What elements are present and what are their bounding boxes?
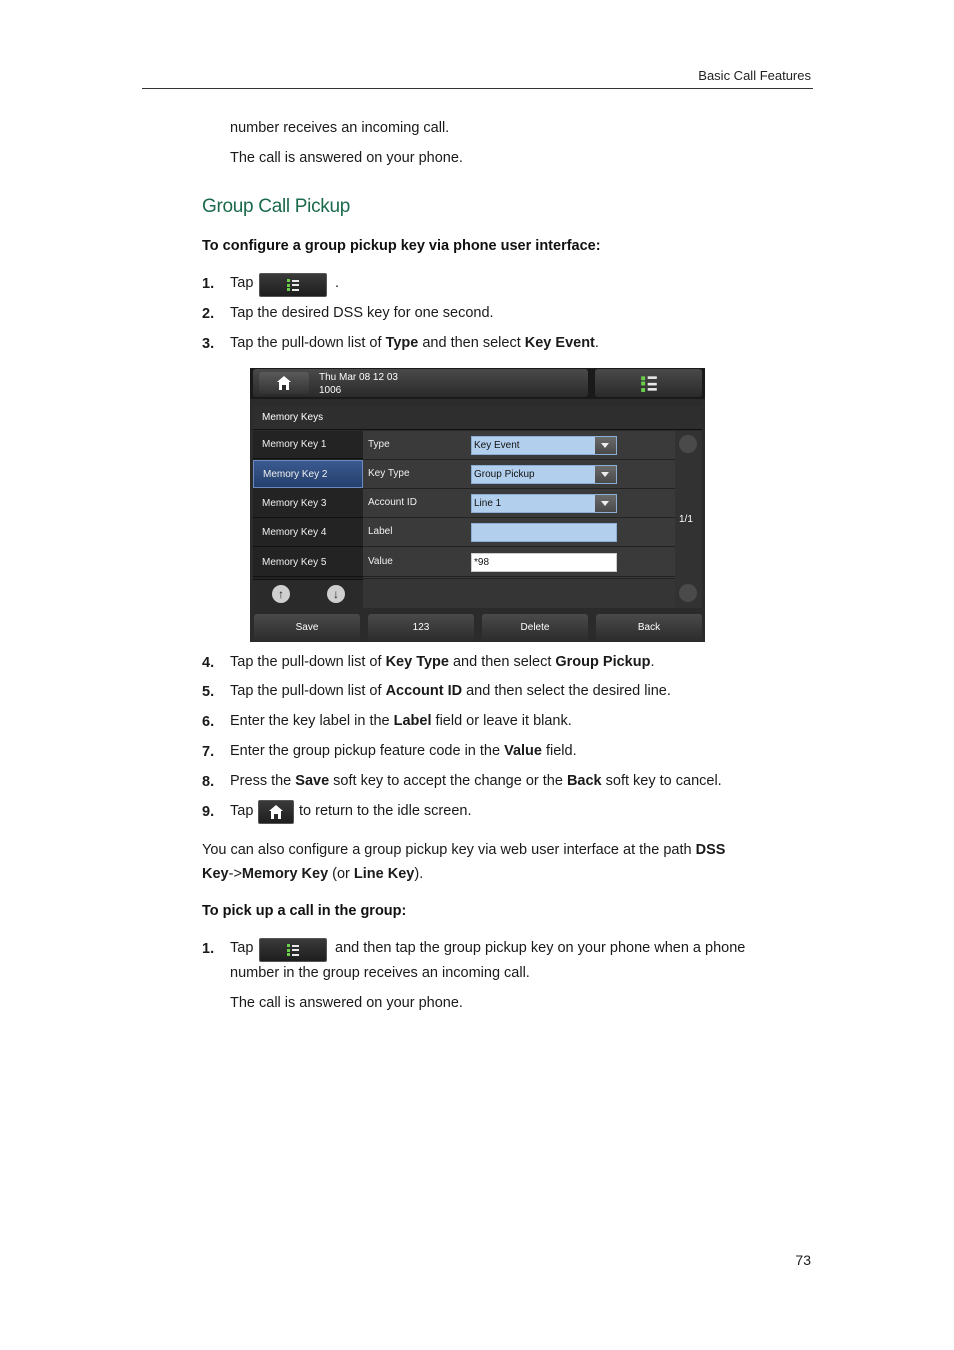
- form-row-key-type: [363, 460, 675, 489]
- dropdown-arrow-icon: [595, 437, 616, 454]
- form-row-type: [363, 431, 675, 460]
- dropdown-arrow-icon: [595, 466, 616, 483]
- field-label: Label: [368, 526, 393, 537]
- label-input[interactable]: [471, 523, 617, 542]
- softkey-save[interactable]: Save: [254, 614, 360, 641]
- home-icon: [277, 376, 291, 390]
- menu-list-icon: [287, 943, 299, 958]
- menu-button-image: [259, 273, 327, 297]
- step-7-text: Enter the group pickup feature code in the Value field.: [230, 743, 577, 759]
- step-2-text: Tap the desired DSS key for one second.: [230, 305, 494, 321]
- form-row-account: [363, 489, 675, 518]
- step-1-period: .: [335, 275, 340, 291]
- memory-key-item[interactable]: Memory Key 5: [253, 549, 363, 577]
- form-empty-row: [363, 578, 675, 608]
- phone-date-text: Thu Mar 08 12 03: [319, 372, 398, 383]
- phone-status-bar: [250, 368, 705, 399]
- step-4-text: Tap the pull-down list of Key Type and then select Group Pickup.: [230, 654, 655, 670]
- step-5-text: Tap the pull-down list of Account ID and then select the desired line.: [230, 683, 671, 699]
- phone-extension: 1006: [319, 385, 342, 396]
- phone-datetime: [319, 371, 398, 397]
- memory-key-item[interactable]: Memory Key 4: [253, 519, 363, 547]
- step-9-post: to return to the idle screen.: [299, 803, 472, 819]
- config-heading: To configure a group pickup key via phone user interface:: [202, 238, 601, 254]
- page-indicator: 1/1: [679, 514, 693, 525]
- phone-home-button[interactable]: [259, 372, 309, 394]
- step-number: 1.: [202, 941, 215, 957]
- pickup-step-line-3: The call is answered on your phone.: [230, 995, 463, 1011]
- field-label: Value: [368, 556, 393, 567]
- arrow-up-icon[interactable]: ↑: [272, 585, 290, 603]
- key-type-select[interactable]: Group Pickup: [471, 465, 617, 484]
- form-row-value: [363, 548, 675, 577]
- pickup-heading: To pick up a call in the group:: [202, 903, 407, 919]
- step-number: 6.: [202, 714, 215, 730]
- step-8-text: Press the Save soft key to accept the change or the Back soft key to cancel.: [230, 773, 722, 789]
- phone-screen-figure: [250, 368, 705, 642]
- memory-key-item[interactable]: Memory Key 1: [253, 431, 363, 459]
- phone-section-title: Memory Keys: [253, 406, 702, 430]
- field-label: Key Type: [368, 468, 410, 479]
- step-number: 1.: [202, 276, 215, 292]
- home-button-image: [258, 800, 294, 824]
- section-title: Group Call Pickup: [202, 196, 351, 217]
- dropdown-arrow-icon: [595, 495, 616, 512]
- header-rule: [142, 88, 813, 89]
- step-1-text: [230, 273, 253, 293]
- form-row-label: [363, 518, 675, 547]
- intro-line-1: number receives an incoming call.: [230, 120, 450, 136]
- page-up-icon[interactable]: [679, 435, 697, 453]
- menu-list-icon: [641, 373, 657, 393]
- page-down-icon[interactable]: [679, 584, 697, 602]
- menu-button-image: [259, 938, 327, 962]
- step-number: 7.: [202, 744, 215, 760]
- step-number: 8.: [202, 774, 215, 790]
- step-number: 4.: [202, 655, 215, 671]
- phone-idle-bar: [253, 369, 588, 397]
- account-id-select[interactable]: Line 1: [471, 494, 617, 513]
- step-3-text: Tap the pull-down list of Type and then select Key Event.: [230, 335, 599, 351]
- key-list-scroll: [253, 579, 363, 608]
- intro-line-2: The call is answered on your phone.: [230, 150, 463, 166]
- menu-list-icon: [287, 278, 299, 293]
- key-settings-form: [363, 431, 675, 578]
- field-label: Account ID: [368, 497, 417, 508]
- phone-menu-button[interactable]: [595, 369, 702, 397]
- type-select[interactable]: Key Event: [471, 436, 617, 455]
- value-input[interactable]: *98: [471, 553, 617, 572]
- step-1-pre: Tap: [230, 275, 254, 291]
- step-number: 9.: [202, 804, 215, 820]
- web-note-line-1: You can also configure a group pickup key via web user interface at the path DSS: [202, 842, 726, 858]
- pickup-step-post: and then tap the group pickup key on your phone when a phone: [335, 940, 746, 956]
- pickup-step-pre: Tap: [230, 940, 254, 956]
- step-number: 5.: [202, 684, 215, 700]
- memory-key-item-selected[interactable]: Memory Key 2: [253, 460, 363, 488]
- softkey-delete[interactable]: Delete: [482, 614, 588, 641]
- running-header: Basic Call Features: [698, 68, 811, 83]
- softkey-back[interactable]: Back: [596, 614, 702, 641]
- step-number: 3.: [202, 336, 215, 352]
- step-9-pre: Tap: [230, 803, 254, 819]
- step-number: 2.: [202, 306, 215, 322]
- softkey-123[interactable]: 123: [368, 614, 474, 641]
- memory-key-item[interactable]: Memory Key 3: [253, 490, 363, 518]
- home-icon: [269, 805, 283, 819]
- page-scrollbar[interactable]: [675, 431, 702, 608]
- step-6-text: Enter the key label in the Label field or leave it blank.: [230, 713, 572, 729]
- field-label: Type: [368, 439, 390, 450]
- arrow-down-icon[interactable]: ↓: [327, 585, 345, 603]
- web-note-line-2: Key->Memory Key (or Line Key).: [202, 866, 424, 882]
- page-number: 73: [795, 1252, 811, 1268]
- pickup-step-line-2: number in the group receives an incoming call.: [230, 965, 530, 981]
